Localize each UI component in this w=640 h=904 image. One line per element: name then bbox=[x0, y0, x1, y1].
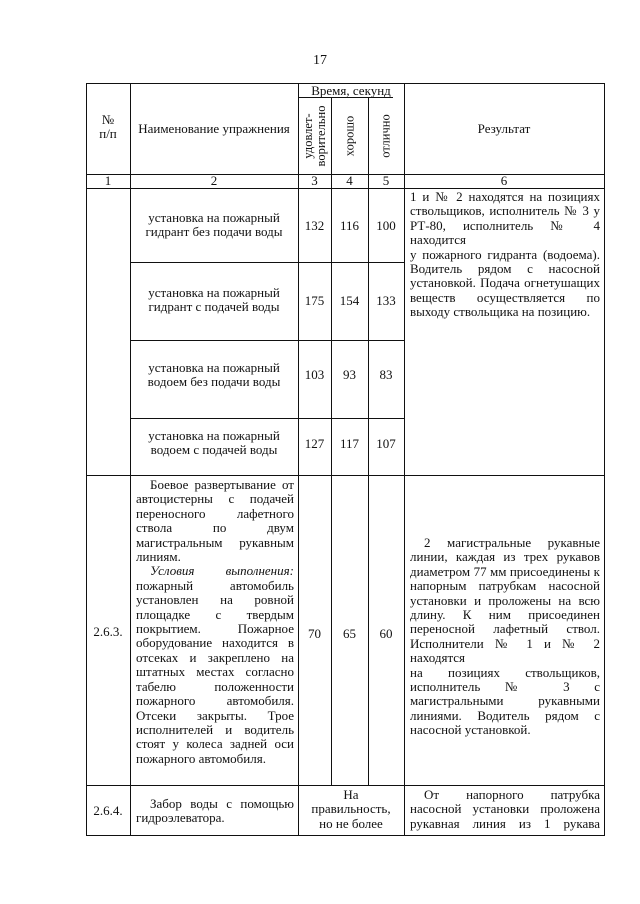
text-line: пожарный автомобиль bbox=[136, 577, 294, 593]
header-exercise-name: Наименование упражнения bbox=[138, 121, 290, 136]
time-good: 154 bbox=[339, 293, 360, 308]
time-excellent: 83 bbox=[379, 367, 393, 382]
text-line: но не более bbox=[319, 815, 383, 831]
header-time-group: Время, секунд bbox=[311, 83, 391, 98]
text-line: пожарного автомобиля. bbox=[136, 693, 294, 709]
column-number: 3 bbox=[311, 173, 318, 188]
text-line: штатных местах согласно bbox=[136, 664, 294, 680]
text-line: оборудование находится в bbox=[136, 635, 294, 651]
text-line: От напорного патрубка bbox=[424, 787, 600, 802]
text-line: пожарного автомобиля. bbox=[136, 750, 266, 766]
text-line: выходу ствольщика на позицию. bbox=[410, 304, 591, 320]
subrow-divider bbox=[130, 340, 404, 341]
time-good: 116 bbox=[339, 218, 360, 233]
time-excellent: 107 bbox=[376, 436, 396, 451]
time-condition bbox=[298, 788, 404, 831]
text-line: на позициях ствольщиков, bbox=[410, 664, 600, 680]
subrow-name: установка на пожарный гидрант с подачей воды bbox=[148, 285, 280, 315]
text-line: установлен на ровной bbox=[136, 592, 294, 608]
text-line: веществ осуществляется по bbox=[410, 289, 600, 305]
time-satisfactory: 132 bbox=[304, 218, 325, 233]
text-line: исполнитель № 3 с bbox=[410, 679, 600, 695]
subrow-name: установка на пожарный водоем с подачей воды bbox=[148, 428, 280, 458]
text-line: Исполнители № 1 и № 2 находятся bbox=[410, 635, 600, 666]
column-number: 1 bbox=[104, 173, 112, 188]
text-line: диаметром 77 мм присоединены к bbox=[410, 563, 600, 579]
time-excellent: 133 bbox=[376, 293, 396, 308]
header-satisfactory: удовлет- ворительно bbox=[301, 105, 328, 167]
time-satisfactory: 70 bbox=[308, 626, 321, 641]
header-good: хорошо bbox=[342, 115, 357, 157]
col-line-5 bbox=[404, 83, 405, 836]
text-line: установки и проложены на всю bbox=[410, 592, 600, 608]
time-satisfactory: 103 bbox=[304, 367, 325, 382]
col-line-1 bbox=[130, 83, 131, 836]
subrow-name: установка на пожарный водоем без подачи воды bbox=[147, 360, 281, 390]
time-satisfactory: 127 bbox=[304, 436, 325, 451]
exercise-description bbox=[136, 797, 294, 826]
time-excellent: 100 bbox=[376, 218, 396, 233]
row-id: 2.6.3. bbox=[93, 624, 123, 639]
text-line: гидроэлеватора. bbox=[136, 810, 225, 826]
text-line: длину. К ним присоединен bbox=[410, 607, 600, 623]
result-2-6-2 bbox=[410, 190, 600, 320]
time-satisfactory: 175 bbox=[304, 293, 325, 308]
conditions-label: Условия выполнения: bbox=[150, 563, 294, 579]
text-line: у пожарного гидранта (водоема). bbox=[410, 246, 600, 262]
page-number: 17 bbox=[313, 53, 327, 68]
text-line: переносной лафетный ствол. bbox=[410, 621, 600, 637]
text-line: переносного лафетного bbox=[136, 505, 294, 521]
text-line: табелю положенности bbox=[136, 678, 294, 694]
header-excellent: отлично bbox=[378, 114, 393, 158]
text-line: линии, каждая из трех рукавов bbox=[410, 549, 600, 565]
col-line-left bbox=[86, 83, 87, 836]
row-id: 2.6.4. bbox=[93, 803, 123, 818]
table-border-bottom bbox=[86, 835, 605, 836]
column-number: 5 bbox=[382, 173, 390, 188]
text-line: исполнителей и водитель bbox=[136, 721, 294, 737]
subrow-name: установка на пожарный гидрант без подачи воды bbox=[145, 210, 283, 240]
row-divider bbox=[86, 475, 605, 476]
text-line: На bbox=[343, 787, 359, 802]
text-line: линиям. bbox=[136, 549, 181, 565]
column-number: 2 bbox=[210, 173, 218, 188]
text-line: Забор воды с помощью bbox=[150, 796, 294, 811]
text-line: правильность, bbox=[311, 801, 391, 817]
time-good: 65 bbox=[343, 626, 356, 641]
text-line: Отсеки закрыты. Трое bbox=[136, 707, 294, 723]
exercise-description bbox=[136, 478, 294, 766]
text-line: 2 магистральные рукавные bbox=[424, 535, 600, 550]
result-2-6-4 bbox=[410, 788, 600, 831]
subrow-divider bbox=[130, 418, 404, 419]
row-divider bbox=[86, 785, 605, 786]
text-line: магистральным рукавным bbox=[136, 534, 294, 550]
text-line: автоцистерны с подачей bbox=[136, 491, 294, 507]
text-line: отсеках и закреплено на bbox=[136, 649, 294, 665]
text-line: Водитель рядом с насосной bbox=[410, 261, 600, 277]
time-good: 93 bbox=[343, 367, 356, 382]
column-number: 6 bbox=[500, 173, 508, 188]
text-line: РТ-80, исполнитель № 4 находится bbox=[410, 217, 600, 248]
col-line-2 bbox=[298, 83, 299, 836]
header-result: Результат bbox=[477, 121, 531, 136]
text-line: установкой. Подача огнетушащих bbox=[410, 275, 600, 291]
text-line: ствольщиков, исполнитель № 3 у bbox=[410, 203, 600, 219]
text-line: ствола по двум bbox=[136, 520, 294, 536]
time-good: 117 bbox=[339, 436, 360, 451]
result-2-6-3 bbox=[410, 536, 600, 738]
text-line: Боевое развертывание от bbox=[150, 477, 294, 492]
subrow-divider bbox=[130, 262, 404, 263]
header-number: № п/п bbox=[99, 112, 117, 142]
text-line: площадке с твердым bbox=[136, 606, 294, 622]
time-excellent: 60 bbox=[379, 626, 393, 641]
text-line: насосной установки проложена bbox=[410, 801, 600, 817]
text-line: рукавная линия из 1 рукава bbox=[410, 815, 600, 831]
text-line: линиями. Водитель рядом с bbox=[410, 707, 600, 723]
text-line: стоят у колеса задней оси bbox=[136, 736, 294, 752]
column-number: 4 bbox=[346, 173, 353, 188]
col-line-right bbox=[604, 83, 605, 836]
text-line: напорным патрубкам насосной bbox=[410, 578, 600, 594]
text-line: покрытием. Пожарное bbox=[136, 621, 294, 637]
text-line: магистральными рукавными bbox=[410, 693, 600, 709]
text-line: насосной установкой. bbox=[410, 722, 531, 738]
text-line: 1 и № 2 находятся на позициях bbox=[410, 189, 600, 204]
